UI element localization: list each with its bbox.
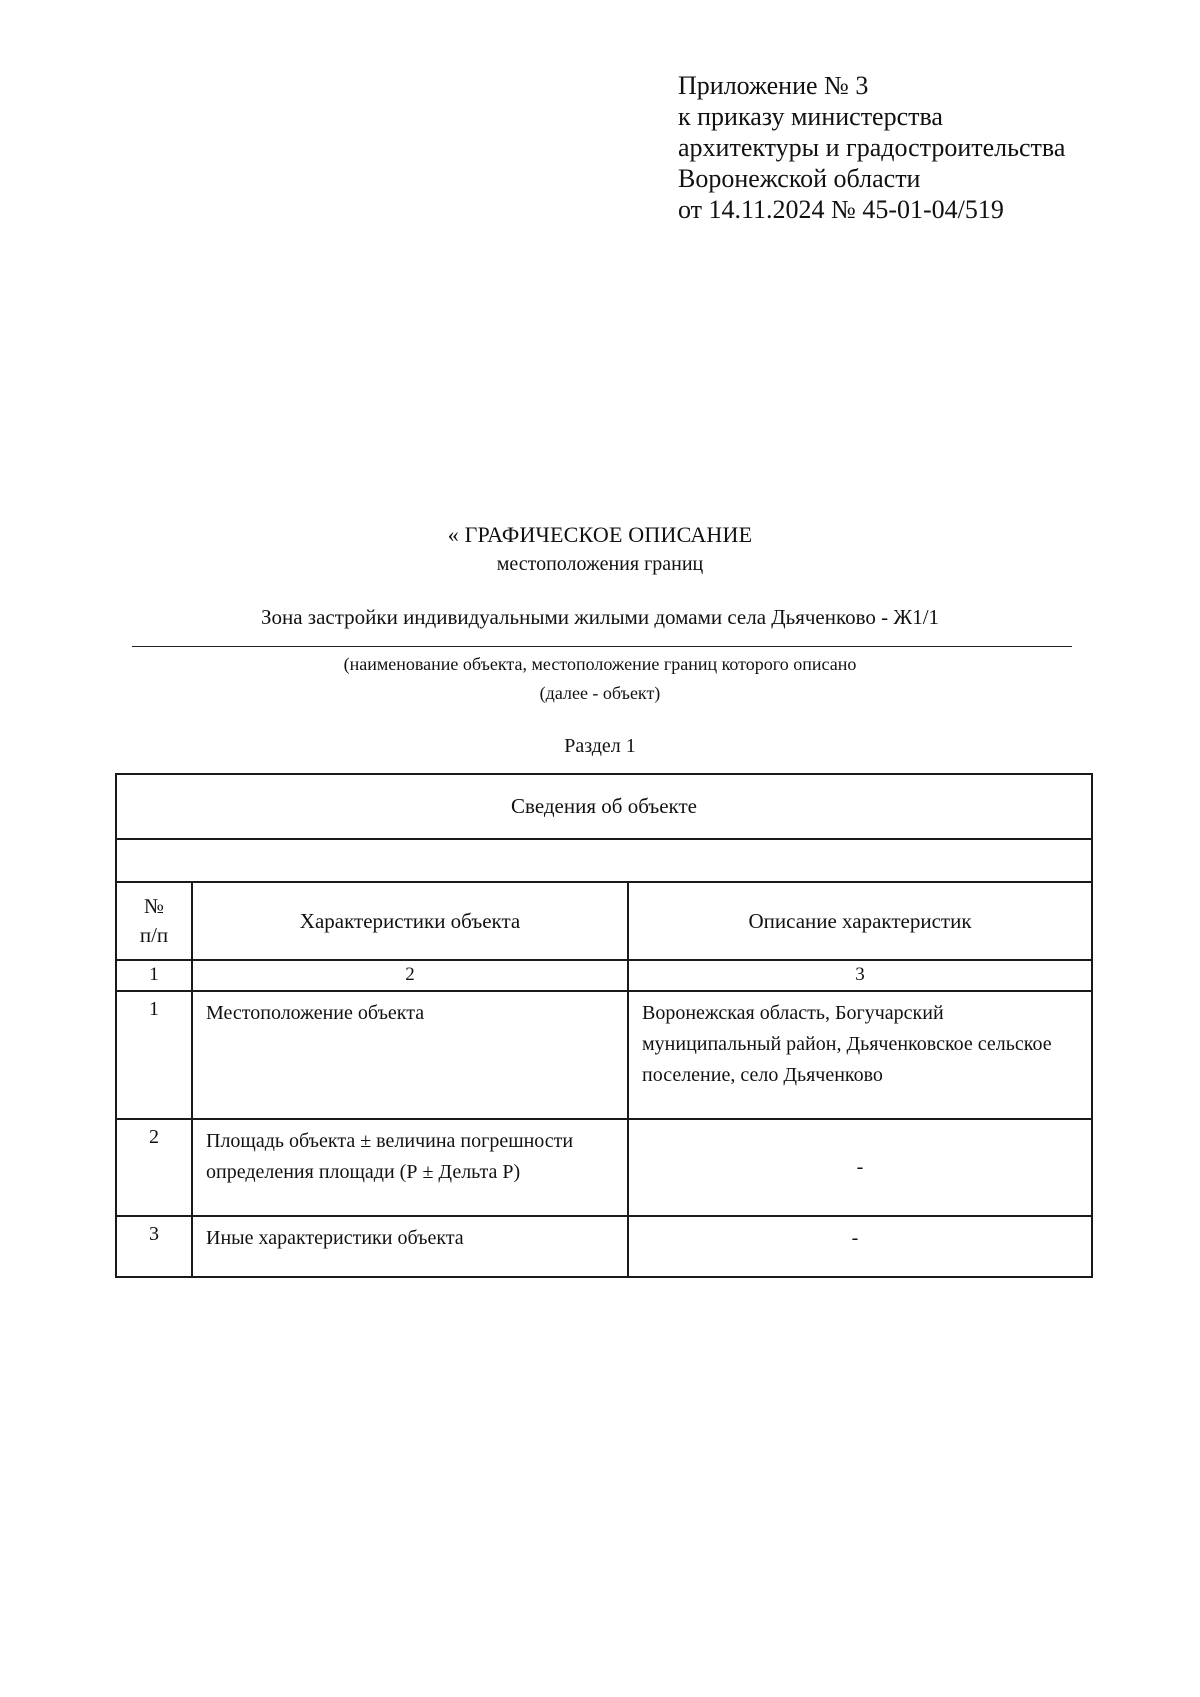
table-caption: Сведения об объекте (511, 794, 697, 818)
table-row (117, 1120, 1091, 1217)
row-number: 3 (117, 1217, 193, 1276)
appendix-line-3: архитектуры и градостроительства (678, 133, 1066, 162)
row-number: 1 (117, 992, 193, 1118)
row-number: 2 (117, 1120, 193, 1215)
appendix-header (678, 70, 1065, 225)
appendix-line-1: Приложение № 3 (678, 71, 869, 100)
object-name-underline (132, 646, 1072, 647)
row-description: - (856, 1156, 864, 1178)
table-header-row (117, 883, 1091, 961)
appendix-line-2: к приказу министерства (678, 102, 943, 131)
column-number-3: 3 (855, 964, 865, 985)
object-info-table (115, 773, 1093, 1278)
column-number-2: 2 (193, 961, 629, 990)
appendix-line-4: Воронежской области (678, 164, 921, 193)
row-characteristic: Местоположение объекта (193, 992, 629, 1118)
row-characteristic: Иные характеристики объекта (193, 1217, 629, 1276)
table-caption-row (117, 775, 1091, 840)
row-characteristic: Площадь объекта ± величина погрешности определения площади (Р ± Дельта Р) (193, 1120, 629, 1215)
document-subtitle: местоположения границ (496, 553, 704, 575)
header-number: № п/п (117, 883, 193, 959)
table-row (117, 992, 1091, 1120)
table-row (117, 1217, 1091, 1276)
document-title: « ГРАФИЧЕСКОЕ ОПИСАНИЕ (447, 522, 753, 547)
column-number-1: 1 (117, 961, 193, 990)
object-name-note-line-1: (наименование объекта, местоположение границ которого описано (343, 654, 857, 674)
object-name-note-line-2: (далее - объект) (539, 683, 661, 703)
row-description: Воронежская область, Богучарский муниципальный район, Дьяченковское сельское поселение, село Дьяченково (642, 1002, 1052, 1086)
object-name: Зона застройки индивидуальными жилыми домами села Дьяченково - Ж1/1 (260, 605, 940, 629)
table-column-numbers-row (117, 961, 1091, 992)
header-characteristics: Характеристики объекта (193, 883, 629, 959)
row-description: - (851, 1227, 859, 1249)
section-label: Раздел 1 (564, 735, 636, 757)
appendix-line-5: от 14.11.2024 № 45-01-04/519 (678, 195, 1004, 224)
header-description: Описание характеристик (748, 908, 972, 933)
table-empty-row (117, 840, 1091, 883)
